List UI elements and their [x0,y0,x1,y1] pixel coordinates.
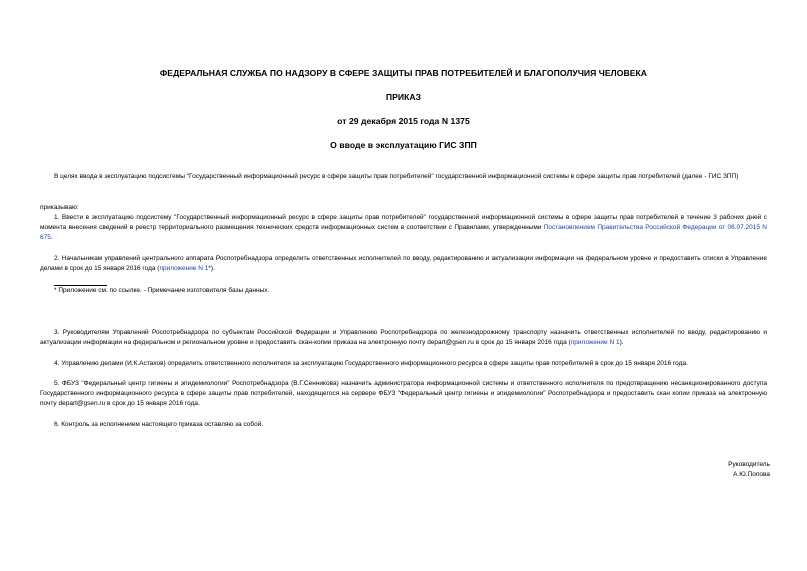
paragraph-3-text: 3. Руководителям Управлений Роспотребнадзора по субъектам Российской Федерации и Управлению Роспотребнадзора по железнодорожному транспорту назначить ответственных исполнителей по вводу, редактированию и актуализации информации на федеральном и региональном уровне и предоставить скан-копии приказа на электронную почту depart@gsen.ru в срок до 15 января 2016 года ( [40,329,767,346]
paragraph-1-text: 1. Ввести в эксплуатацию подсистему "Государственный информационный ресурс в сфере защиты прав потребителей" государственной информационной системы в сфере защиты прав потребителей в течение 3 рабочих дней с момента внесения сведений в реестр территориального размещения технических средств информационных систем в соответствии с Правилами, утвержденными [40,214,767,231]
signature-name: А.Ю.Попова [733,471,770,478]
appendix-1-link-2[interactable]: приложение N 1 [570,339,620,346]
paragraph-2-text: 2. Начальникам управлений центрального аппарата Роспотребнадзора определить ответственных исполнителей по вводу, редактированию и актуализации информации на федеральном уровне и предоставить списки в Управление делами в срок до 15 января 2016 года ( [40,255,767,272]
paragraph-1-end: . [50,234,53,241]
subject-heading: О вводе в эксплуатацию ГИС ЗПП [330,140,477,150]
order-word: приказываю: [40,204,79,211]
paragraph-3-end: ). [619,339,624,346]
footnote: * Приложение см. по ссылке. - Примечание изготовителя базы данных. [54,287,270,294]
resolution-link[interactable]: Постановлением Правительства Российской Федерации от 06.07.2015 N 675 [40,224,767,241]
signature-title: Руководитель [728,461,770,468]
document-type-heading: ПРИКАЗ [385,92,422,102]
agency-heading: ФЕДЕРАЛЬНАЯ СЛУЖБА ПО НАДЗОРУ В СФЕРЕ ЗАЩИТЫ ПРАВ ПОТРЕБИТЕЛЕЙ И БЛАГОПОЛУЧИЯ ЧЕЛОВЕКА [159,68,648,78]
paragraph-2 [40,254,767,274]
preamble-paragraph: В целях ввода в эксплуатацию подсистемы "Государственный информационный ресурс в сфере защиты прав потребителей" государственной информационной системы в сфере защиты прав потребителей (далее - ГИС ЗПП) [54,173,739,180]
paragraph-5: 5. ФБУЗ "Федеральный центр гигиены и эпидемиологии" Роспотребнадзора (В.Г.Сенникова) назначить администратора информационной системы и ответственного исполнителя по предотвращению несанкционированного доступа Государственного информационного ресурса в сфере защиты прав потребителей, находящегося на сервере ФБУЗ "Федеральный центр гигиены и эпидемиологии" Роспотребнадзора и предоставить скан копии приказа на электронную почту depart@gsen.ru в срок до 15 января 2016 года. [40,380,767,407]
date-number-heading: от 29 декабря 2015 года N 1375 [337,116,470,126]
paragraph-6: 6. Контроль за исполнением настоящего приказа оставляю за собой. [54,421,264,428]
appendix-1-link[interactable]: приложение N 1 [159,265,209,272]
paragraph-1 [40,213,767,243]
paragraph-3 [40,328,767,348]
paragraph-4: 4. Управлению делами (И.К.Астахов) определить ответственного исполнителя за эксплуатацию Государственного информационного ресурса в сфере защиты прав потребителей в срок до 15 января 2016 года. [54,360,688,367]
paragraph-2-end: *). [208,265,215,272]
